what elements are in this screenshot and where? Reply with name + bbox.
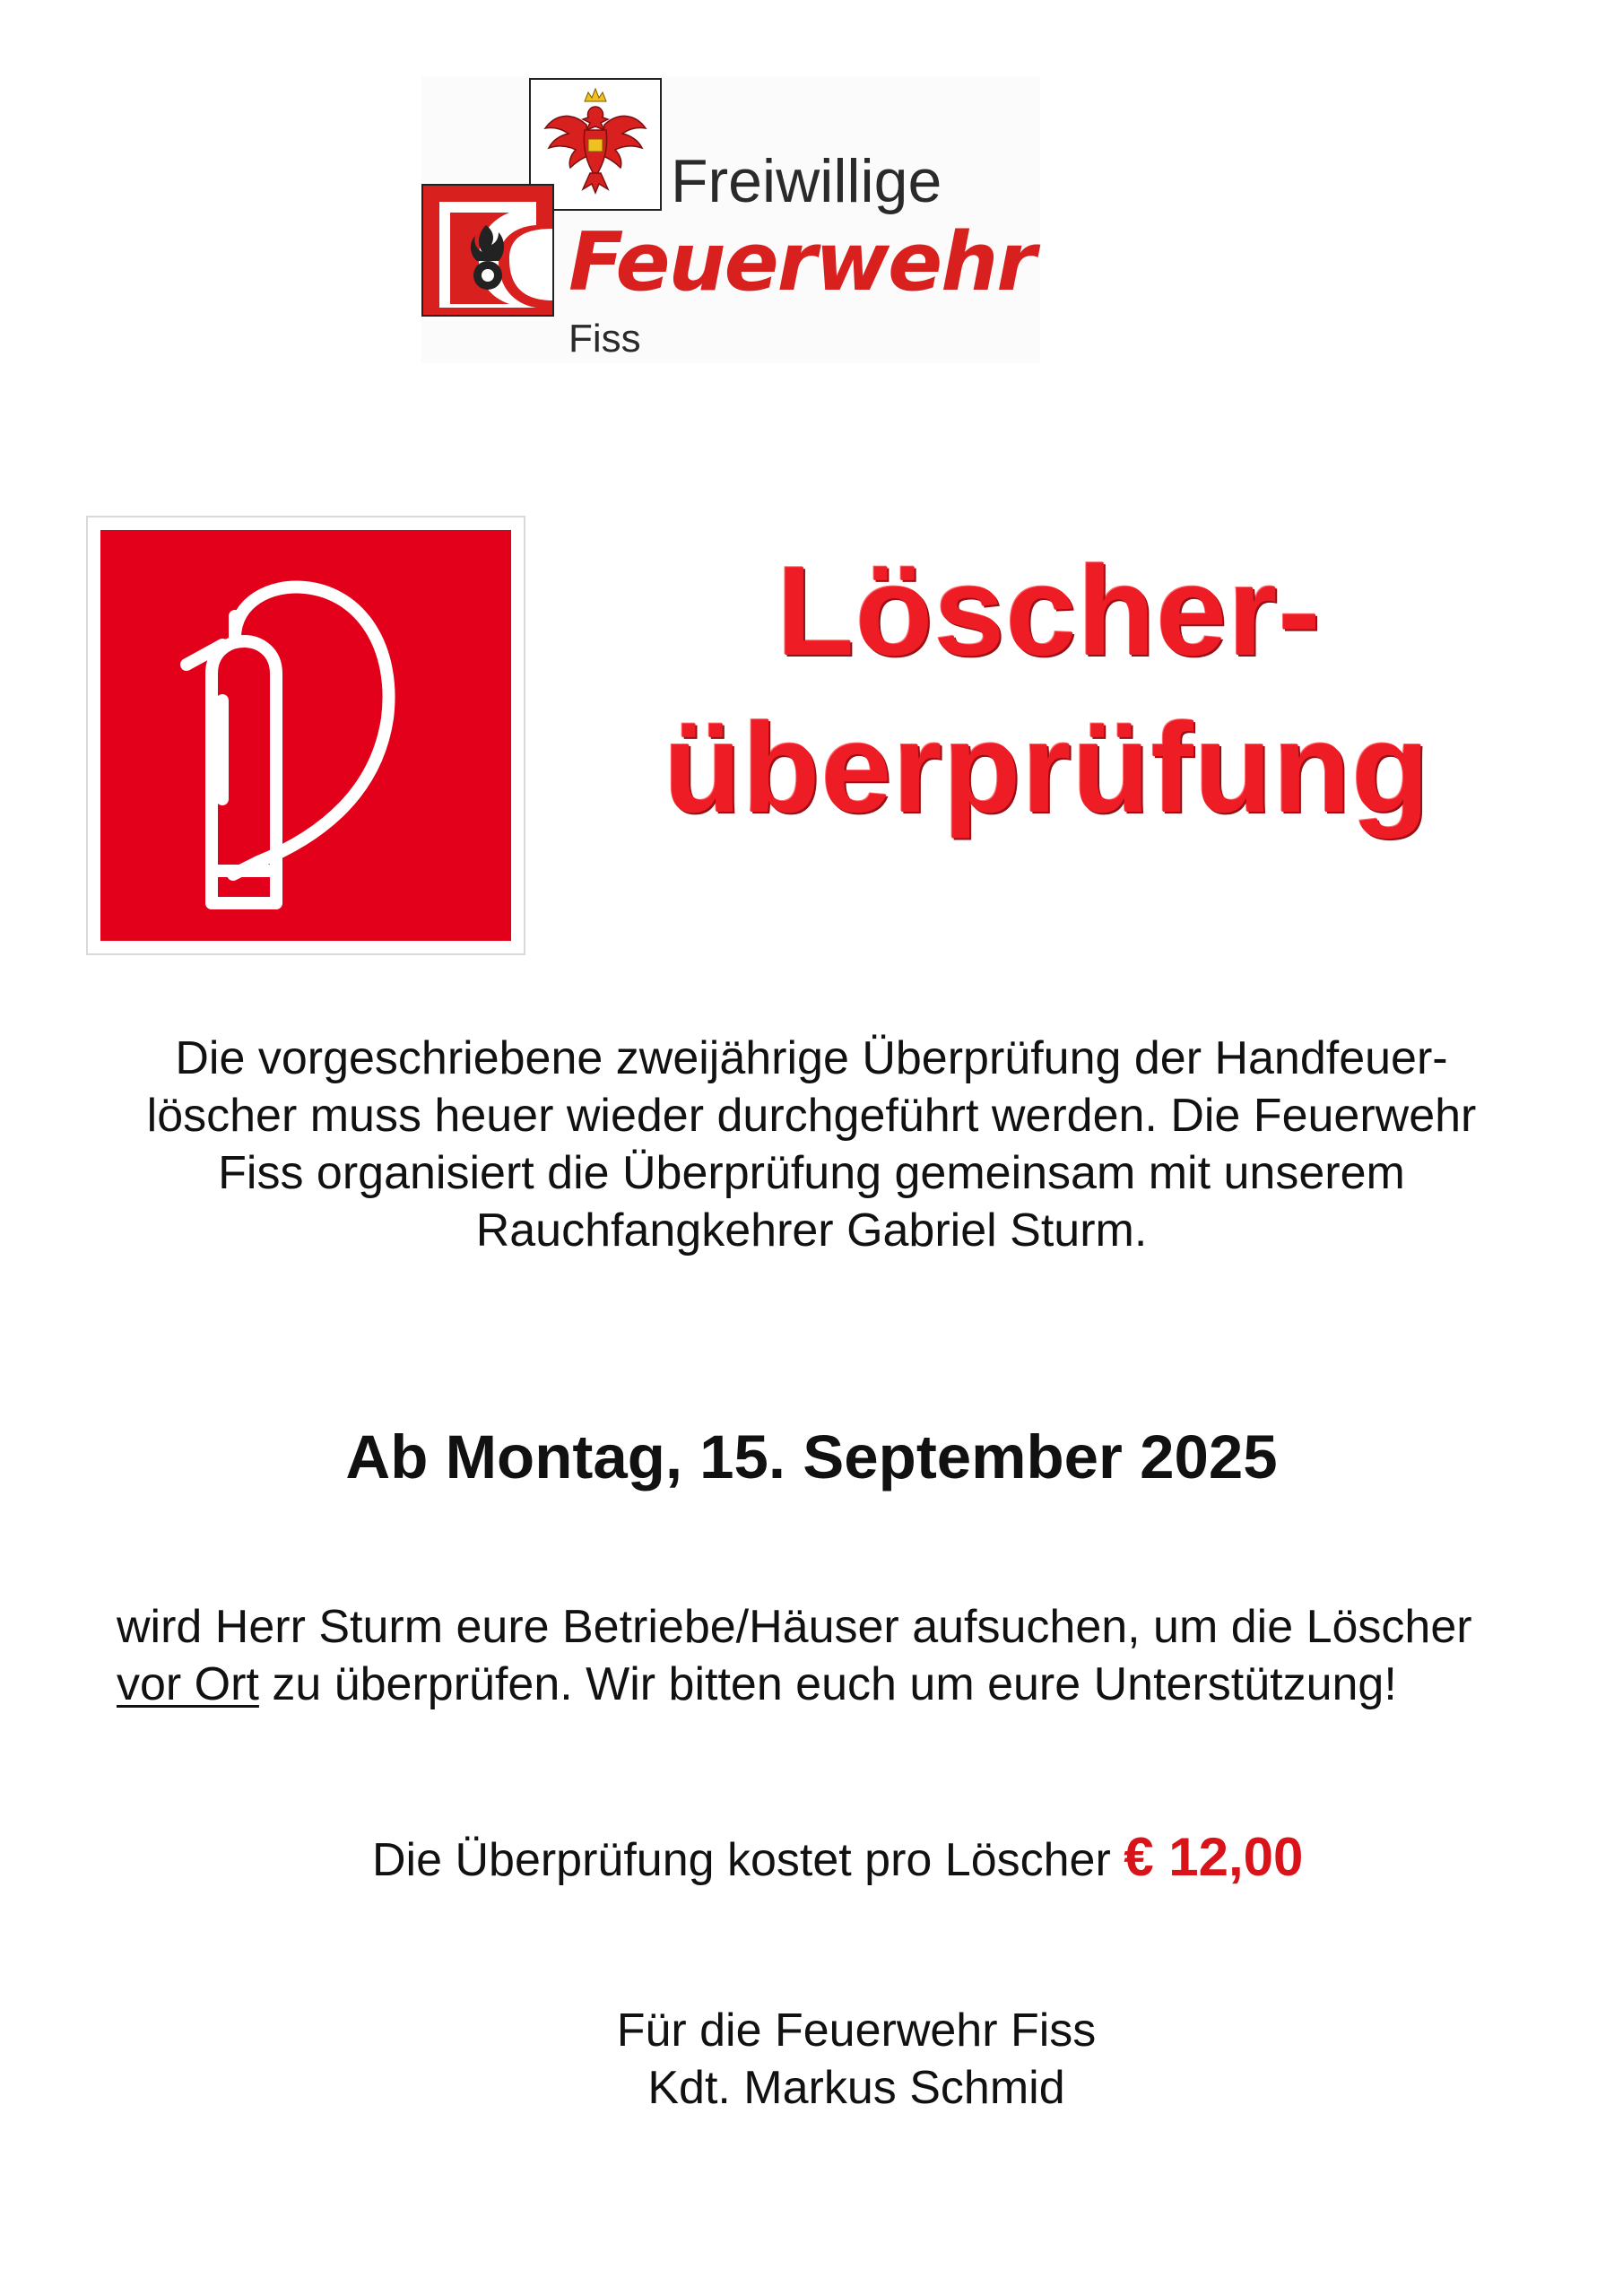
headline-line-2: überprüfung [664,697,1430,839]
sign-off [0,2002,1623,2117]
fire-extinguisher-icon [100,530,511,941]
intro-line: löscher muss heuer wieder durchgeführt werden. Die Feuerwehr [146,1090,1477,1142]
sign-off-line-1: Für die Feuerwehr Fiss [616,2005,1097,2057]
cost-price: € 12,00 [1124,1827,1304,1887]
underlined-vor-ort: vor Ort [117,1658,259,1710]
headline-line-1: Löscher- [777,540,1322,683]
start-date-heading: Ab Montag, 15. September 2025 [345,1422,1278,1492]
cost-line [372,1826,1303,1888]
visit-line-1: wird Herr Sturm eure Betriebe/Häuser aufsuchen, um die Löscher [117,1601,1472,1653]
intro-line: Fiss organisiert die Überprüfung gemeinsam mit unserem [218,1147,1405,1199]
sign-off-name: Kdt. Markus Schmid [647,2062,1065,2114]
intro-paragraph [90,1030,1533,1259]
cost-label: Die Überprüfung kostet pro Löscher [372,1834,1124,1886]
intro-line: Rauchfangkehrer Gabriel Sturm. [475,1205,1148,1257]
intro-line: Die vorgeschriebene zweijährige Überprüfung der Handfeuer- [175,1032,1448,1084]
fire-brigade-emblem-icon [421,184,554,317]
visit-line-2-rest: zu überprüfen. Wir bitten euch um eure Unterstützung! [258,1658,1397,1710]
logo-text-freiwillige: Freiwillige [671,147,942,215]
logo-text-fiss: Fiss [568,317,641,361]
visit-line-2 [117,1656,1587,1713]
fire-brigade-logo [421,76,1040,363]
logo-text-feuerwehr: Feuerwehr [568,215,1035,309]
visit-paragraph [117,1598,1587,1713]
